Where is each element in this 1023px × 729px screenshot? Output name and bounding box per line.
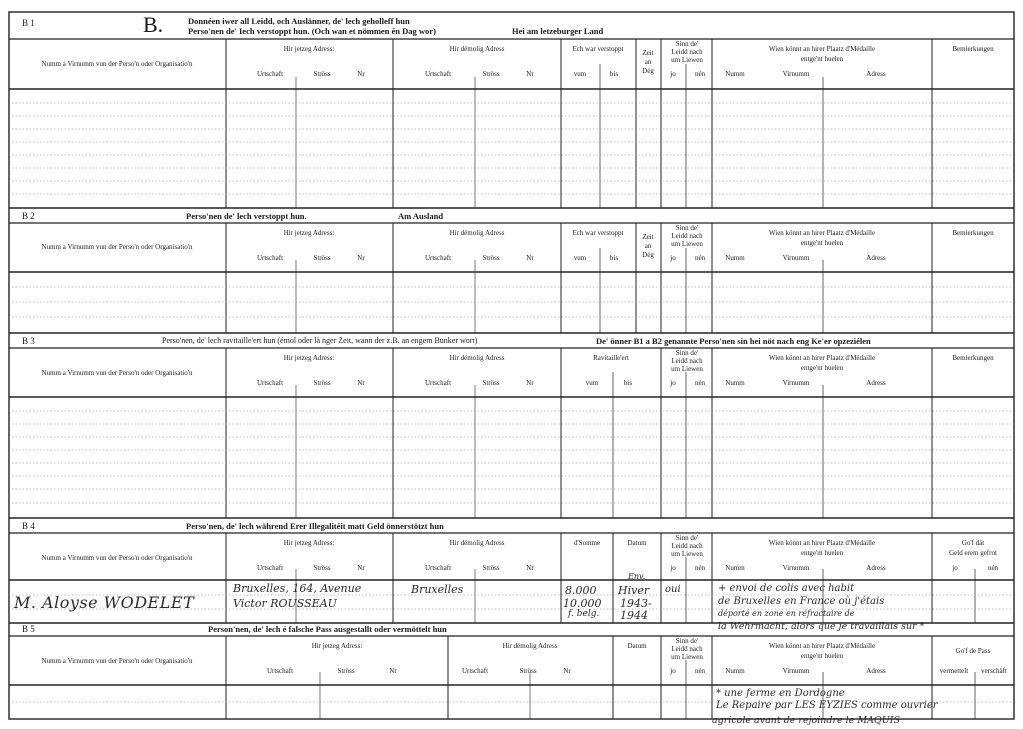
col-yes: jo <box>670 254 676 262</box>
col-supplied-header: Ravitaille'ert <box>593 354 629 362</box>
col-medal-line1: Wien könnt an hirer Plaatz d'Médaille <box>768 45 876 53</box>
col-name-header: Numm a Virnumm vun der Perso'n oder Organisatio'n <box>41 554 193 562</box>
col-to: bis <box>623 379 633 387</box>
col-nr: Nr <box>389 667 397 675</box>
section-code-b5: B 5 <box>22 624 35 634</box>
b4-entry-remark-3: déporté en zone en réfractaire de <box>718 609 855 618</box>
col-yes: jo <box>952 564 958 572</box>
col-medal-firstname: Virnumm <box>782 379 810 387</box>
form-header-line2-right: Hei am letzeburger Land <box>512 26 604 36</box>
section-code-b4: B 4 <box>22 521 35 531</box>
col-medal-line1: Wien könnt an hirer Plaatz d'Médaille <box>768 354 876 362</box>
col-street: Ströss <box>482 254 500 262</box>
col-current-address-header: Hir jetzeg Adress: <box>283 45 335 53</box>
b4-entry-date-0: Env. <box>628 572 646 581</box>
col-street: Ströss <box>313 564 331 572</box>
b4-entry-sum-2: 10.000 <box>563 597 602 610</box>
b4-entry-date-3: 1944 <box>620 609 648 622</box>
col-nr: Nr <box>526 254 534 262</box>
col-medal-name: Numm <box>725 564 745 572</box>
col-name-header: Numm a Virnumm vun der Perso'n oder Organisatio'n <box>41 657 193 665</box>
col-medal-address: Adress <box>866 379 886 387</box>
col-medal-name: Numm <box>725 254 745 262</box>
b4-entry-remark-1: + envoi de colis avec habit <box>718 583 855 594</box>
col-town: Urtschaft <box>256 564 284 572</box>
col-medal-line1: Wien könnt an hirer Plaatz d'Médaille <box>768 642 876 650</box>
col-sum-header: d'Somme <box>573 539 601 547</box>
col-remarks: Bemierkungen <box>952 354 994 362</box>
col-nr: Nr <box>357 70 365 78</box>
col-saved-line1: Sinn de' <box>675 40 699 48</box>
b4-entry-saved: oui <box>665 584 681 595</box>
col-medal-name: Numm <box>725 667 745 675</box>
col-medal-line2: entge'nt huelen <box>800 652 844 660</box>
form-header-line2: Perso'nen de' Iech verstoppt hun. (Och wan et nömmen én Dag wor) <box>188 26 436 36</box>
b4-entry-date-1: Hiver <box>618 584 650 597</box>
b4-entry-remark-4: la Wehrmacht, alors que je travaillais sur * <box>718 621 925 632</box>
col-medal-line2: entge'nt huelen <box>800 55 844 63</box>
col-town: Urtschaft <box>424 379 452 387</box>
col-medal-line2: entge'nt huelen <box>800 364 844 372</box>
col-town: Urtschaft <box>256 379 284 387</box>
b5-note-line2: Le Repaire par LES EYZIES comme ouvrier <box>716 700 938 711</box>
col-money-line2: Geld erem gefrot <box>949 549 997 557</box>
b4-entry-sum-3: f. belg. <box>568 609 600 619</box>
col-time-line1: Zeit <box>642 49 654 57</box>
col-name-header: Numm a Virnumm vun der Perso'n oder Organisatio'n <box>41 243 193 251</box>
col-nr: Nr <box>526 379 534 387</box>
col-no: nén <box>694 70 706 78</box>
col-time-line1: Zeit <box>642 233 654 241</box>
col-time-line3: Dég <box>642 251 654 259</box>
col-saved-line2: Leidd nach <box>671 542 703 550</box>
col-medal-line1: Wien könnt an hirer Plaatz d'Médaille <box>768 229 876 237</box>
col-pass-sold: verschäft <box>981 667 1007 675</box>
section-b4-title: Perso'nen, de' lech während Erer Illegalitéit matt Geld önnerstötzt hun <box>186 521 444 531</box>
col-yes: jo <box>670 667 676 675</box>
col-medal-address: Adress <box>866 70 886 78</box>
col-medal-firstname: Virnumm <box>782 70 810 78</box>
b4-entry-former-address: Bruxelles <box>411 583 464 596</box>
section-b5-title: Person'nen, de' lech é falsche Pass ausgestallt oder vermöttelt hun <box>208 624 447 634</box>
col-medal-line1: Wien könnt an hirer Plaatz d'Médaille <box>768 539 876 547</box>
col-saved-line2: Leidd nach <box>671 357 703 365</box>
col-remarks: Bemierkungen <box>952 45 994 53</box>
col-medal-line2: entge'nt huelen <box>800 549 844 557</box>
col-saved-line3: um Liewen <box>671 56 703 64</box>
b4-entry-remark-2: de Bruxelles en France où j'étais <box>718 596 885 607</box>
col-current-address-header: Hir jetzeg Adress: <box>283 539 335 547</box>
col-pass-header: Go'f de Pass <box>955 647 991 655</box>
col-pass-lent: vermettelt <box>939 667 969 675</box>
col-medal-firstname: Virnumm <box>782 667 810 675</box>
col-town: Urtschaft <box>424 564 452 572</box>
col-saved-line1: Sinn de' <box>675 637 699 645</box>
col-town: Urtschaft <box>424 70 452 78</box>
col-former-address-header: Hir démolig Adress <box>449 354 505 362</box>
col-town: Urtschaft <box>256 70 284 78</box>
section-b2-title-right: Am Ausland <box>398 211 444 221</box>
col-no: nén <box>694 564 706 572</box>
col-saved-line1: Sinn de' <box>675 224 699 232</box>
col-saved-line3: um Liewen <box>671 550 703 558</box>
col-saved-line1: Sinn de' <box>675 534 699 542</box>
col-street: Ströss <box>482 70 500 78</box>
col-date-header: Datum <box>627 539 647 547</box>
col-yes: jo <box>670 379 676 387</box>
col-from: vum <box>585 379 599 387</box>
b4-entry-date-2: 1943- <box>620 597 652 610</box>
col-medal-address: Adress <box>866 254 886 262</box>
col-medal-address: Adress <box>866 564 886 572</box>
col-time-line2: an <box>644 58 652 66</box>
col-name-header: Numm a Virnumm vun der Perso'n oder Organisatio'n <box>41 369 193 377</box>
col-name-header: Numm a Virnumm vun der Perso'n oder Organisatio'n <box>41 60 193 68</box>
col-yes: jo <box>670 70 676 78</box>
col-medal-name: Numm <box>725 70 745 78</box>
col-remarks: Bemierkungen <box>952 229 994 237</box>
section-code-b2: B 2 <box>22 211 35 221</box>
col-medal-address: Adress <box>866 667 886 675</box>
col-former-address-header: Hir démolig Adress <box>449 229 505 237</box>
col-date-header: Datum <box>627 642 647 650</box>
col-yes: jo <box>670 564 676 572</box>
section-b2-title: Perso'nen de' lech verstoppt hun. <box>186 211 307 221</box>
col-hidden-header: Ech war verstoppt <box>572 45 624 53</box>
section-code-b1: B 1 <box>22 18 35 28</box>
col-time-line2: an <box>644 242 652 250</box>
b4-entry-sum-1: 8.000 <box>565 584 597 597</box>
col-saved-line3: um Liewen <box>671 653 703 661</box>
col-town: Urtschaft <box>256 254 284 262</box>
form-header-line1: Donnéen iwer all Leidd, och Auslänner, de' lech geholleff hun <box>188 16 410 26</box>
col-nr: Nr <box>357 254 365 262</box>
col-street: Ströss <box>313 379 331 387</box>
col-no: nén <box>694 667 706 675</box>
section-code-b3: B 3 <box>22 336 35 346</box>
col-current-address-header: Hir jetzeg Adress: <box>283 229 335 237</box>
col-no: nén <box>694 379 706 387</box>
form-big-letter: B. <box>143 12 164 37</box>
col-no: nén <box>987 564 999 572</box>
section-b3-title: Perso'nen, de' lech ravitaille'ert hun (émol oder lä nger Zeit, wann der z.B. an engem Bunker wort) <box>162 336 478 345</box>
col-former-address-header: Hir démolig Adress <box>502 642 558 650</box>
col-current-address-header: Hir jetzeg Adress: <box>283 354 335 362</box>
col-saved-line3: um Liewen <box>671 365 703 373</box>
col-from: vum <box>573 254 587 262</box>
col-current-address-header: Hir jetzeg Adress: <box>311 642 363 650</box>
col-street: Ströss <box>482 564 500 572</box>
col-no: nén <box>694 254 706 262</box>
col-nr: Nr <box>526 70 534 78</box>
col-street: Ströss <box>313 70 331 78</box>
col-saved-line1: Sinn de' <box>675 349 699 357</box>
col-town: Urtschaft <box>461 667 489 675</box>
col-from: vum <box>573 70 587 78</box>
col-medal-name: Numm <box>725 379 745 387</box>
col-time-line3: Dég <box>642 67 654 75</box>
col-nr: Nr <box>357 379 365 387</box>
col-saved-line2: Leidd nach <box>671 232 703 240</box>
col-saved-line2: Leidd nach <box>671 48 703 56</box>
col-nr: Nr <box>563 667 571 675</box>
col-former-address-header: Hir démolig Adress <box>449 45 505 53</box>
col-hidden-header: Ech war verstoppt <box>572 229 624 237</box>
col-street: Ströss <box>482 379 500 387</box>
b5-note-line3: agricole avant de rejoindre le MAQUIS <box>712 715 900 726</box>
col-to: bis <box>609 70 619 78</box>
col-nr: Nr <box>357 564 365 572</box>
b4-entry-current-address-2: Victor ROUSSEAU <box>233 597 337 610</box>
col-town: Urtschaft <box>266 667 294 675</box>
col-money-line1: Go'f dät <box>961 539 985 547</box>
col-street: Ströss <box>337 667 355 675</box>
section-b3-title-right: De' önner B1 a B2 genannte Perso'nen sin hei nöt nach eng Ke'er opzeziélen <box>596 336 871 346</box>
col-medal-firstname: Virnumm <box>782 254 810 262</box>
col-medal-line2: entge'nt huelen <box>800 239 844 247</box>
col-nr: Nr <box>526 564 534 572</box>
col-town: Urtschaft <box>424 254 452 262</box>
col-to: bis <box>609 254 619 262</box>
col-street: Ströss <box>313 254 331 262</box>
col-saved-line2: Leidd nach <box>671 645 703 653</box>
col-street: Ströss <box>519 667 537 675</box>
col-former-address-header: Hir démolig Adress <box>449 539 505 547</box>
col-medal-firstname: Virnumm <box>782 564 810 572</box>
col-saved-line3: um Liewen <box>671 240 703 248</box>
b5-note-line1: * une ferme en Dordogne <box>716 688 845 699</box>
b4-entry-name: M. Aloyse WODELET <box>14 593 195 612</box>
b4-entry-current-address-1: Bruxelles, 164, Avenue <box>233 582 362 595</box>
